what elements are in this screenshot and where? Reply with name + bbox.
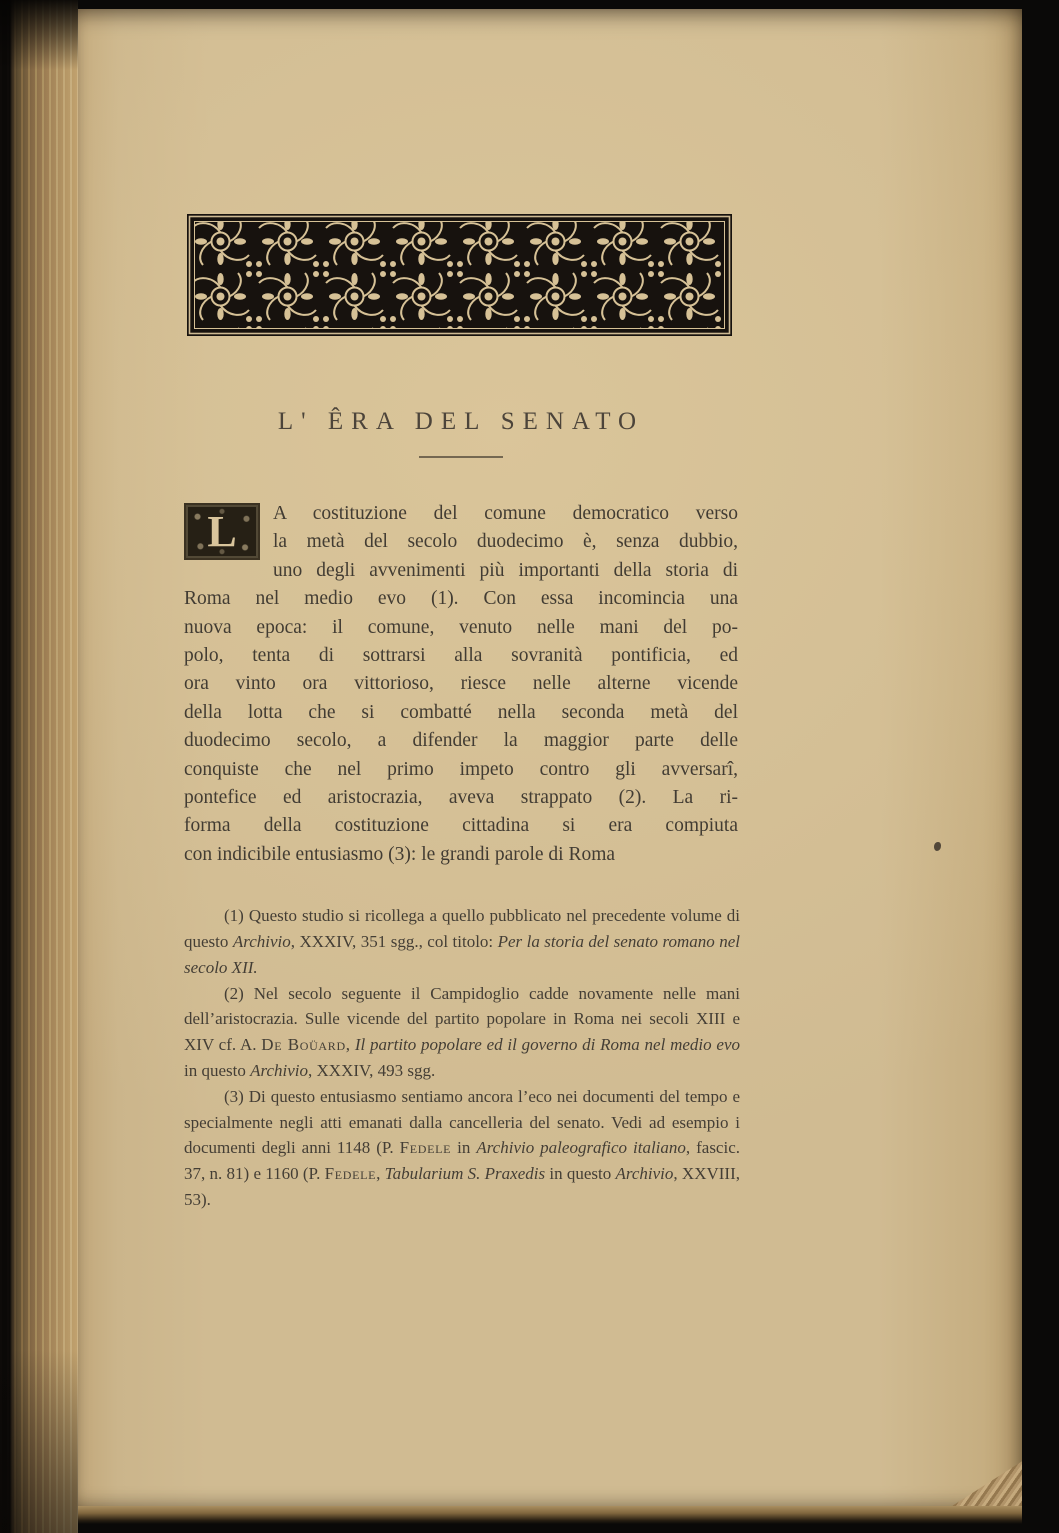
footnote-text-segment: Archivio (232, 932, 291, 952)
footnote-text-segment: , XXXIV, 493 sgg. (308, 1061, 436, 1081)
body-line: della lotta che si combatté nella seconda metà del (184, 701, 738, 723)
body-line: forma della costituzione cittadina si era compiuta (184, 815, 738, 837)
footnote-text-segment: De Boüard (261, 1035, 346, 1055)
footnote-text-segment: (2) Nel secolo seguente il Campidoglio cadde novamente nelle mani dell’aristocrazia. Sulle vicende del partito popolare in Roma nei secoli XIII e XIV cf. A. (184, 983, 740, 1055)
footnote-text-segment: (1) Questo studio si ricollega a quello pubblicato nel precedente volume di questo (184, 906, 740, 952)
body-line: uno degli avvenimenti più importanti della storia di (273, 559, 738, 581)
footnote-text-segment: Archivio paleografico italiano (476, 1138, 686, 1158)
floral-woodcut-band (187, 214, 732, 336)
chapter-title: L' ÊRA DEL SENATO (277, 408, 645, 435)
body-line: con indicibile entusiasmo (3): le grandi parole di Roma (184, 843, 616, 865)
footnote-text-segment: (3) Di questo entusiasmo sentiamo ancora l’eco nei documenti del tempo e specialmente negli atti emanati dalla cancelleria del senato. Vedi ad esempio i documenti degli anni 1148 (P. (184, 1086, 740, 1158)
footnote-text-segment: Il partito popolare ed il governo di Roma nel medio evo (354, 1035, 740, 1055)
page-corner-edges (952, 1454, 1022, 1506)
book-left-page-edges (0, 0, 78, 1533)
body-line: pontefice ed aristocrazia, aveva strappato (2). La ri- (184, 787, 738, 809)
footnote-text-segment: Archivio (250, 1061, 309, 1081)
book-bottom-edge (78, 1506, 1022, 1524)
paper-blemish (934, 842, 941, 851)
drop-cap-initial (184, 503, 260, 560)
footnote-text-segment: , XXVIII, 53). (184, 1164, 740, 1210)
footnote-text-segment: Tabularium S. Praxedis (384, 1164, 546, 1184)
footnote-text-segment: , (345, 1035, 355, 1055)
footnote-text-segment: Per la storia del senato romano nel secolo XII. (184, 932, 741, 977)
body-line: A costituzione del comune democratico verso (273, 503, 738, 524)
footnote-3 (184, 1084, 740, 1213)
ornamental-headpiece (187, 214, 732, 336)
footnote-text-segment: Fedele (324, 1164, 377, 1184)
footnote-text-segment: in (451, 1138, 477, 1158)
footnote-text-segment: , XXXIV, 351 sgg., col titolo: (290, 932, 498, 952)
body-line: polo, tenta di sottrarsi alla sovranità pontificia, ed (184, 645, 738, 667)
footnote-2 (184, 981, 740, 1084)
body-line: ora vinto ora vittorioso, riesce nelle alterne vicende (184, 673, 738, 695)
body-paragraph (184, 500, 738, 869)
body-line: nuova epoca: il comune, venuto nelle mani del po- (184, 616, 738, 638)
footnote-text-segment: in questo (545, 1164, 616, 1184)
body-line: duodecimo secolo, a difender la maggior parte delle (184, 730, 738, 752)
page-content (184, 214, 741, 1213)
footnote-text-segment: Fedele (399, 1138, 452, 1158)
page-paper (78, 9, 1022, 1506)
footnotes-section (184, 903, 740, 1213)
footnote-text-segment: in questo (184, 1061, 251, 1081)
footnote-1 (184, 903, 740, 980)
title-divider-rule (419, 456, 503, 458)
body-line: Roma nel medio evo (1). Con essa incomincia una (184, 588, 738, 610)
footnote-text-segment: , fascic. 37, n. 81) e 1160 (P. (184, 1138, 740, 1184)
body-line: conquiste che nel primo impeto contro gli avversarî, (184, 758, 738, 780)
footnote-text-segment: , (376, 1164, 385, 1184)
body-line: la metà del secolo duodecimo è, senza dubbio, (273, 531, 738, 553)
footnote-text-segment: Archivio (615, 1164, 674, 1184)
drop-cap-letter: L (207, 506, 237, 556)
